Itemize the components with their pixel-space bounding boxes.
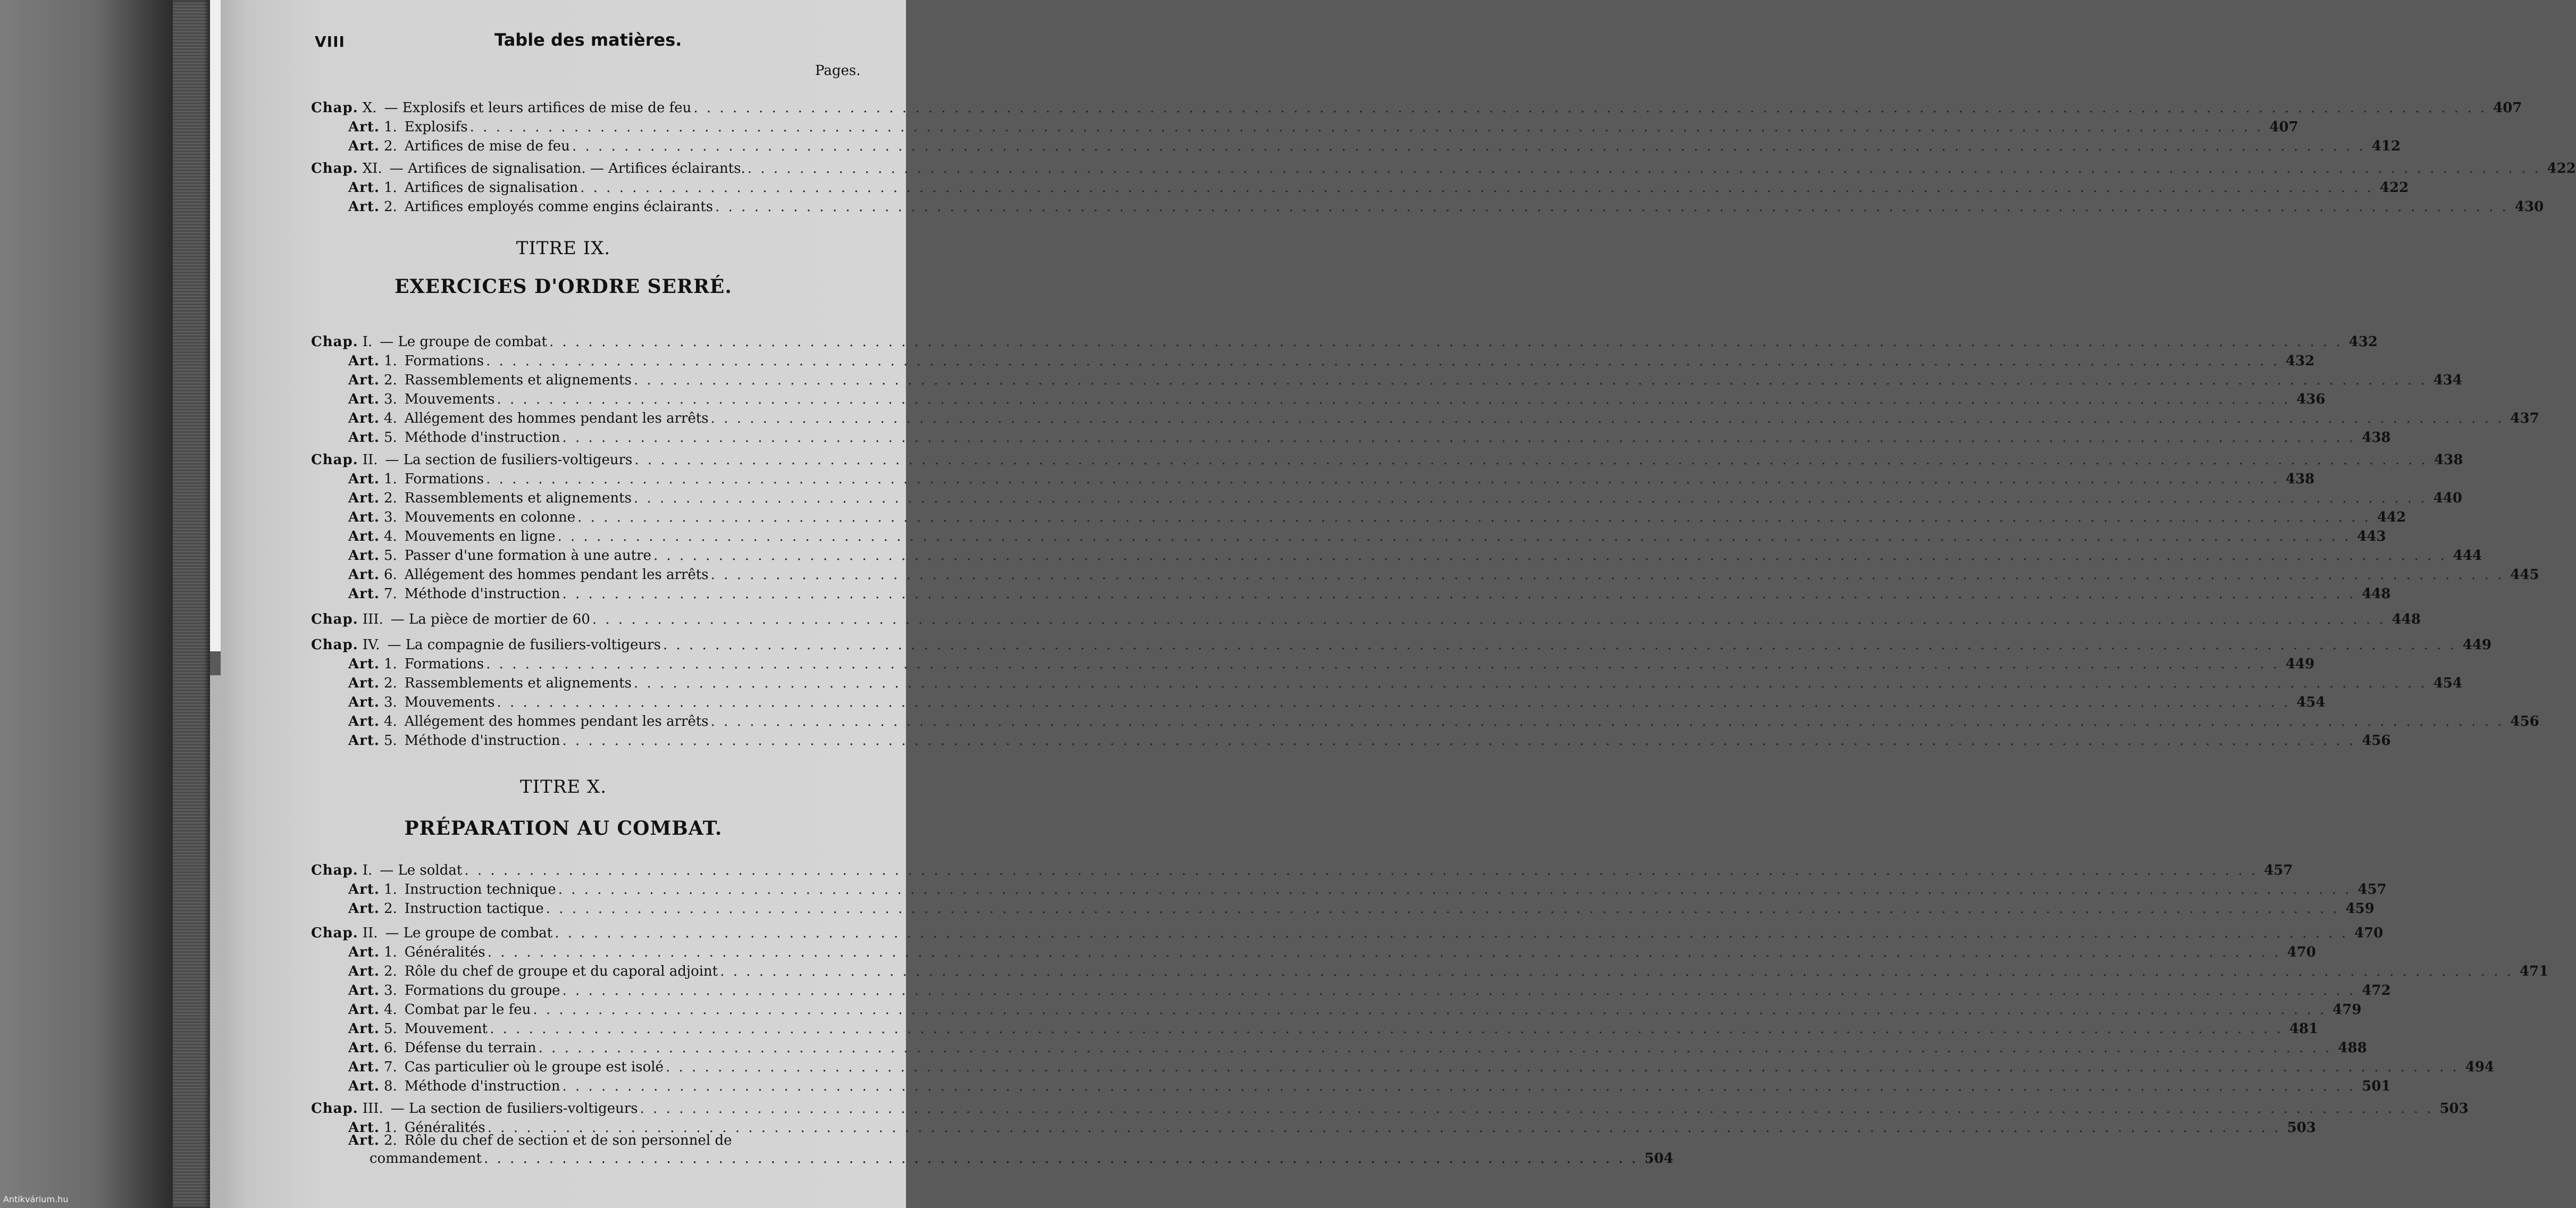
entry-page: 438 bbox=[2362, 430, 2391, 446]
entry-title: — Explosifs et leurs artifices de mise de feu bbox=[384, 100, 692, 116]
toc-article-entry bbox=[348, 567, 2539, 585]
entry-page: 501 bbox=[2362, 1078, 2391, 1094]
entry-number: 5. bbox=[383, 733, 397, 749]
entry-page: 436 bbox=[2296, 391, 2326, 407]
spine-paper-edge bbox=[210, 0, 221, 651]
entry-title: Allégement des hommes pendant les arrêts bbox=[404, 714, 709, 729]
entry-title: — Le soldat bbox=[380, 862, 463, 878]
titre-ix-heading: EXERCICES D'ORDRE SERRÉ. bbox=[395, 275, 732, 298]
entry-page: 443 bbox=[2357, 528, 2386, 544]
entry-title: Méthode d'instruction bbox=[404, 586, 560, 602]
entry-page: 432 bbox=[2348, 334, 2378, 350]
entry-label: Chap. bbox=[311, 100, 358, 116]
entry-label: Art. bbox=[348, 410, 380, 426]
entry-label: Art. bbox=[348, 1120, 380, 1136]
toc-article-entry bbox=[348, 714, 2539, 732]
entry-page: 459 bbox=[2345, 901, 2374, 917]
entry-number: XI. bbox=[362, 161, 382, 177]
toc-article-entry bbox=[348, 694, 2326, 712]
entry-page: 449 bbox=[2462, 637, 2492, 653]
entry-page: 470 bbox=[2287, 944, 2316, 960]
entry-number: III. bbox=[362, 1101, 383, 1117]
entry-title: Généralités bbox=[404, 1120, 485, 1136]
entry-title: Cas particulier où le groupe est isolé bbox=[404, 1059, 664, 1075]
toc-article-entry bbox=[348, 1078, 2391, 1096]
entry-number: 1. bbox=[383, 180, 397, 196]
entry-title: Défense du terrain bbox=[404, 1040, 536, 1056]
entry-number: 2. bbox=[383, 963, 397, 979]
leader-dots bbox=[486, 656, 2279, 672]
leader-dots bbox=[490, 1021, 2283, 1037]
entry-title: Méthode d'instruction bbox=[404, 733, 560, 749]
entry-label: Chap. bbox=[311, 334, 358, 350]
entry-page: 488 bbox=[2338, 1040, 2367, 1056]
entry-label: Art. bbox=[348, 548, 380, 564]
entry-title: Artifices employés comme engins éclairants bbox=[404, 199, 714, 215]
toc-chapter-entry bbox=[311, 100, 2522, 118]
entry-label: Art. bbox=[348, 471, 380, 487]
entry-number: 6. bbox=[383, 1040, 397, 1056]
background-left bbox=[0, 0, 175, 1208]
toc-article-entry bbox=[348, 548, 2482, 566]
entry-number: 4. bbox=[383, 1002, 397, 1018]
entry-page: 422 bbox=[2379, 180, 2409, 196]
entry-page: 444 bbox=[2453, 548, 2482, 564]
entry-number: III. bbox=[362, 611, 383, 627]
entry-label: Art. bbox=[348, 1132, 380, 1148]
leader-dots bbox=[572, 138, 2365, 154]
titre-x: TITRE X. bbox=[519, 776, 607, 798]
entry-title: Mouvement bbox=[404, 1021, 488, 1037]
entry-label: Art. bbox=[348, 1040, 380, 1056]
entry-number: II. bbox=[362, 452, 378, 468]
entry-label: Art. bbox=[348, 372, 380, 388]
entry-number: 2. bbox=[383, 675, 397, 691]
entry-number: 2. bbox=[383, 138, 397, 154]
entry-title: Rassemblements et alignements bbox=[404, 372, 632, 388]
entry-number: 1. bbox=[383, 882, 397, 897]
toc-article-entry bbox=[348, 1040, 2367, 1058]
leader-dots bbox=[580, 180, 2373, 196]
toc-article-entry bbox=[348, 180, 2409, 198]
entry-label: Art. bbox=[348, 714, 380, 729]
toc-article-entry bbox=[348, 586, 2391, 604]
entry-label: Art. bbox=[348, 509, 380, 525]
entry-label: Art. bbox=[348, 694, 380, 710]
toc-article-entry bbox=[348, 391, 2326, 409]
toc-article-entry bbox=[348, 372, 2462, 390]
toc-chapter-entry bbox=[311, 161, 2576, 179]
entry-page: 457 bbox=[2264, 862, 2293, 878]
entry-page: 422 bbox=[2547, 161, 2576, 177]
entry-title: Rôle du chef de groupe et du caporal adjoint bbox=[404, 963, 718, 979]
toc-chapter-entry bbox=[311, 925, 2384, 943]
entry-label: Chap. bbox=[311, 161, 358, 177]
toc-article-entry bbox=[348, 1021, 2319, 1039]
leader-dots bbox=[562, 733, 2355, 749]
entry-page: 494 bbox=[2465, 1059, 2495, 1075]
entry-label: Art. bbox=[348, 675, 380, 691]
entry-label: Art. bbox=[348, 391, 380, 407]
entry-title: — Le groupe de combat bbox=[385, 925, 553, 941]
toc-article-entry bbox=[348, 733, 2391, 751]
entry-number: 2. bbox=[383, 490, 397, 506]
leader-dots bbox=[558, 528, 2351, 544]
leader-dots bbox=[577, 509, 2371, 525]
entry-number: 1. bbox=[383, 1120, 397, 1136]
entry-title: Artifices de signalisation bbox=[404, 180, 578, 196]
toc-chapter-entry bbox=[311, 452, 2463, 470]
entry-number: 7. bbox=[383, 1059, 397, 1075]
entry-page: 471 bbox=[2520, 963, 2549, 979]
entry-page: 448 bbox=[2392, 611, 2421, 627]
toc-article-entry bbox=[348, 675, 2462, 693]
entry-number: II. bbox=[362, 925, 378, 941]
entry-title: Formations bbox=[404, 656, 484, 672]
entry-page: 438 bbox=[2434, 452, 2463, 468]
entry-page: 407 bbox=[2269, 119, 2298, 135]
entry-number: 1. bbox=[383, 944, 397, 960]
entry-page: 457 bbox=[2357, 882, 2387, 897]
toc-article-entry bbox=[348, 410, 2539, 429]
entry-number: 6. bbox=[383, 567, 397, 583]
entry-label: Art. bbox=[348, 901, 380, 917]
entry-number: 5. bbox=[383, 430, 397, 446]
toc-article-entry bbox=[348, 1059, 2495, 1077]
leader-dots bbox=[562, 430, 2355, 446]
entry-label: Art. bbox=[348, 138, 380, 154]
toc-article-entry bbox=[348, 656, 2315, 674]
leader-dots bbox=[634, 490, 2427, 506]
entry-number: 5. bbox=[383, 548, 397, 564]
leader-dots bbox=[720, 963, 2513, 979]
entry-number: 1. bbox=[383, 656, 397, 672]
leader-dots bbox=[488, 944, 2281, 960]
entry-number: 4. bbox=[383, 410, 397, 426]
entry-title: Mouvements bbox=[404, 694, 495, 710]
entry-page: 437 bbox=[2510, 410, 2539, 426]
leader-dots bbox=[533, 1002, 2326, 1018]
toc-article-entry bbox=[348, 882, 2387, 900]
entry-number: X. bbox=[362, 100, 377, 116]
entry-page: 454 bbox=[2296, 694, 2326, 710]
entry-page: 407 bbox=[2493, 100, 2522, 116]
entry-title: Passer d'une formation à une autre bbox=[404, 548, 651, 564]
leader-dots bbox=[555, 925, 2348, 941]
entry-label: Art. bbox=[348, 353, 380, 369]
leader-dots bbox=[563, 983, 2356, 999]
leader-dots bbox=[486, 353, 2279, 369]
spine-paper-edge-lower bbox=[210, 675, 221, 1208]
entry-label: Art. bbox=[348, 1002, 380, 1018]
titre-x-heading: PRÉPARATION AU COMBAT. bbox=[404, 817, 723, 840]
entry-label: Art. bbox=[348, 983, 380, 999]
entry-number: 4. bbox=[383, 528, 397, 544]
leader-dots bbox=[634, 675, 2427, 691]
entry-label: Chap. bbox=[311, 637, 358, 653]
leader-dots bbox=[634, 372, 2427, 388]
entry-title: Explosifs bbox=[404, 119, 468, 135]
page-number: VIII bbox=[315, 33, 345, 51]
entry-page: 440 bbox=[2433, 490, 2462, 506]
entry-title: — La pièce de mortier de 60 bbox=[390, 611, 590, 627]
toc-article-entry bbox=[348, 199, 2544, 217]
entry-title-line1: Rôle du chef de section et de son personnel de bbox=[404, 1132, 732, 1148]
leader-dots bbox=[497, 391, 2290, 407]
entry-label: Art. bbox=[348, 567, 380, 583]
entry-page: 504 bbox=[1644, 1151, 1674, 1167]
entry-title: Combat par le feu bbox=[404, 1002, 531, 1018]
entry-number: 3. bbox=[383, 509, 397, 525]
entry-page: 442 bbox=[2377, 509, 2406, 525]
leader-dots bbox=[470, 119, 2263, 135]
entry-label: Art. bbox=[348, 656, 380, 672]
leader-dots bbox=[693, 100, 2487, 116]
entry-number: 1. bbox=[383, 119, 397, 135]
entry-title: Instruction technique bbox=[404, 882, 556, 897]
entry-page: 456 bbox=[2362, 733, 2391, 749]
entry-title: Mouvements en colonne bbox=[404, 509, 576, 525]
entry-title: Allégement des hommes pendant les arrêts bbox=[404, 410, 709, 426]
leader-dots bbox=[558, 882, 2352, 897]
pages-column-label: Pages. bbox=[815, 63, 861, 79]
toc-article-entry bbox=[348, 901, 2374, 919]
book-spine bbox=[173, 0, 210, 1208]
entry-label: Art. bbox=[348, 119, 380, 135]
entry-label: Art. bbox=[348, 490, 380, 506]
leader-dots bbox=[486, 471, 2279, 487]
entry-number: IV. bbox=[362, 637, 380, 653]
entry-page: 456 bbox=[2510, 714, 2539, 729]
entry-label: Art. bbox=[348, 1059, 380, 1075]
toc-article-entry bbox=[348, 430, 2391, 448]
entry-label: Art. bbox=[348, 1078, 380, 1094]
entry-title: Instruction tactique bbox=[404, 901, 544, 917]
leader-dots bbox=[711, 567, 2504, 583]
entry-title: Mouvements bbox=[404, 391, 495, 407]
book-page bbox=[221, 0, 2576, 1208]
entry-title: Formations bbox=[404, 353, 484, 369]
toc-article-entry bbox=[348, 138, 2401, 156]
toc-chapter-entry bbox=[311, 334, 2378, 352]
entry-number: 2. bbox=[383, 199, 397, 215]
leader-dots bbox=[592, 611, 2386, 627]
entry-label: Art. bbox=[348, 944, 380, 960]
toc-article-entry bbox=[348, 1002, 2362, 1020]
leader-dots bbox=[497, 694, 2290, 710]
toc-article-entry bbox=[348, 119, 2298, 137]
entry-number: 1. bbox=[383, 353, 397, 369]
entry-label: Art. bbox=[348, 963, 380, 979]
entry-title: Rassemblements et alignements bbox=[404, 490, 632, 506]
entry-page: 432 bbox=[2285, 353, 2315, 369]
leader-dots bbox=[539, 1040, 2332, 1056]
entry-page: 434 bbox=[2433, 372, 2462, 388]
entry-page: 448 bbox=[2362, 586, 2391, 602]
entry-page: 479 bbox=[2332, 1002, 2362, 1018]
entry-number: 5. bbox=[383, 1021, 397, 1037]
entry-page: 454 bbox=[2433, 675, 2462, 691]
toc-chapter-entry bbox=[311, 611, 2421, 630]
entry-title: Rassemblements et alignements bbox=[404, 675, 632, 691]
toc-chapter-entry bbox=[311, 637, 2492, 655]
toc-article-entry bbox=[348, 490, 2462, 508]
entry-title: Généralités bbox=[404, 944, 485, 960]
entry-page: 412 bbox=[2371, 138, 2401, 154]
entry-label: Art. bbox=[348, 586, 380, 602]
entry-page: 481 bbox=[2289, 1021, 2319, 1037]
titre-ix: TITRE IX. bbox=[516, 238, 611, 259]
entry-number: 2. bbox=[383, 1132, 397, 1148]
leader-dots bbox=[464, 862, 2258, 878]
entry-title: — Artifices de signalisation. — Artifices éclairants. bbox=[389, 161, 745, 177]
entry-title: Méthode d'instruction bbox=[404, 430, 560, 446]
leader-dots bbox=[549, 334, 2343, 350]
entry-page: 449 bbox=[2285, 656, 2315, 672]
entry-number: 3. bbox=[383, 694, 397, 710]
entry-page: 470 bbox=[2354, 925, 2384, 941]
entry-page: 472 bbox=[2362, 983, 2391, 999]
entry-title-line2: commandement bbox=[370, 1151, 482, 1167]
leader-dots bbox=[666, 1059, 2459, 1075]
entry-title: Artifices de mise de feu bbox=[404, 138, 570, 154]
entry-title: Formations bbox=[404, 471, 484, 487]
entry-page: 438 bbox=[2285, 471, 2315, 487]
toc-article-entry bbox=[348, 963, 2549, 981]
entry-title: Formations du groupe bbox=[404, 983, 560, 999]
entry-title: Méthode d'instruction bbox=[404, 1078, 560, 1094]
entry-label: Chap. bbox=[311, 452, 358, 468]
leader-dots bbox=[634, 452, 2428, 468]
toc-article-entry bbox=[348, 471, 2315, 489]
entry-number: 7. bbox=[383, 586, 397, 602]
toc-article-entry bbox=[348, 983, 2391, 1001]
entry-number: 4. bbox=[383, 714, 397, 729]
leader-dots bbox=[715, 199, 2508, 215]
entry-number: 8. bbox=[383, 1078, 397, 1094]
watermark: Antikvárium.hu bbox=[3, 1194, 69, 1204]
entry-number: 1. bbox=[383, 471, 397, 487]
entry-label: Chap. bbox=[311, 925, 358, 941]
entry-page: 430 bbox=[2514, 199, 2544, 215]
entry-label: Art. bbox=[348, 882, 380, 897]
entry-title: — Le groupe de combat bbox=[380, 334, 547, 350]
entry-title: Allégement des hommes pendant les arrêts bbox=[404, 567, 709, 583]
entry-label: Chap. bbox=[311, 1101, 358, 1117]
entry-number: 3. bbox=[383, 391, 397, 407]
entry-page: 445 bbox=[2510, 567, 2539, 583]
entry-label: Art. bbox=[348, 199, 380, 215]
entry-page: 503 bbox=[2287, 1120, 2316, 1136]
toc-article-entry bbox=[348, 944, 2316, 962]
entry-title: — La compagnie de fusiliers-voltigeurs bbox=[387, 637, 661, 653]
entry-label: Art. bbox=[348, 1021, 380, 1037]
leader-dots bbox=[748, 161, 2541, 177]
toc-article-entry bbox=[348, 353, 2315, 371]
toc-chapter-entry bbox=[311, 1101, 2469, 1119]
toc-article-entry bbox=[348, 528, 2386, 547]
leader-dots bbox=[640, 1101, 2434, 1117]
running-head: Table des matières. bbox=[494, 30, 682, 50]
leader-dots: . . . . . . . . . . . . . . . . . . . . . . . . . . . . . . . . . . . . . . . . . . . . . . . . . . . . . . . . . . . . . . . . . . . . . . . . . . . . . . . . . . . . . . . . . bbox=[484, 1151, 1638, 1167]
leader-dots bbox=[653, 548, 2447, 564]
entry-page: 503 bbox=[2439, 1101, 2469, 1117]
entry-number: 3. bbox=[383, 983, 397, 999]
entry-number: I. bbox=[362, 862, 373, 878]
entry-title: — La section de fusiliers-voltigeurs bbox=[390, 1101, 638, 1117]
toc-article-entry bbox=[348, 509, 2406, 527]
toc-chapter-entry bbox=[311, 862, 2293, 880]
entry-label: Chap. bbox=[311, 611, 358, 627]
entry-label: Art. bbox=[348, 528, 380, 544]
leader-dots bbox=[663, 637, 2456, 653]
entry-title: Mouvements en ligne bbox=[404, 528, 556, 544]
entry-label: Art. bbox=[348, 733, 380, 749]
leader-dots bbox=[711, 410, 2504, 426]
leader-dots bbox=[711, 714, 2504, 729]
entry-label: Art. bbox=[348, 180, 380, 196]
entry-number: I. bbox=[362, 334, 373, 350]
leader-dots bbox=[546, 901, 2339, 917]
entry-label: Chap. bbox=[311, 862, 358, 878]
entry-label: Art. bbox=[348, 430, 380, 446]
entry-title: — La section de fusiliers-voltigeurs bbox=[385, 452, 633, 468]
entry-number: 2. bbox=[383, 372, 397, 388]
toc-entry-last bbox=[348, 1132, 1674, 1167]
leader-dots bbox=[562, 1078, 2355, 1094]
leader-dots bbox=[562, 586, 2355, 602]
entry-number: 2. bbox=[383, 901, 397, 917]
